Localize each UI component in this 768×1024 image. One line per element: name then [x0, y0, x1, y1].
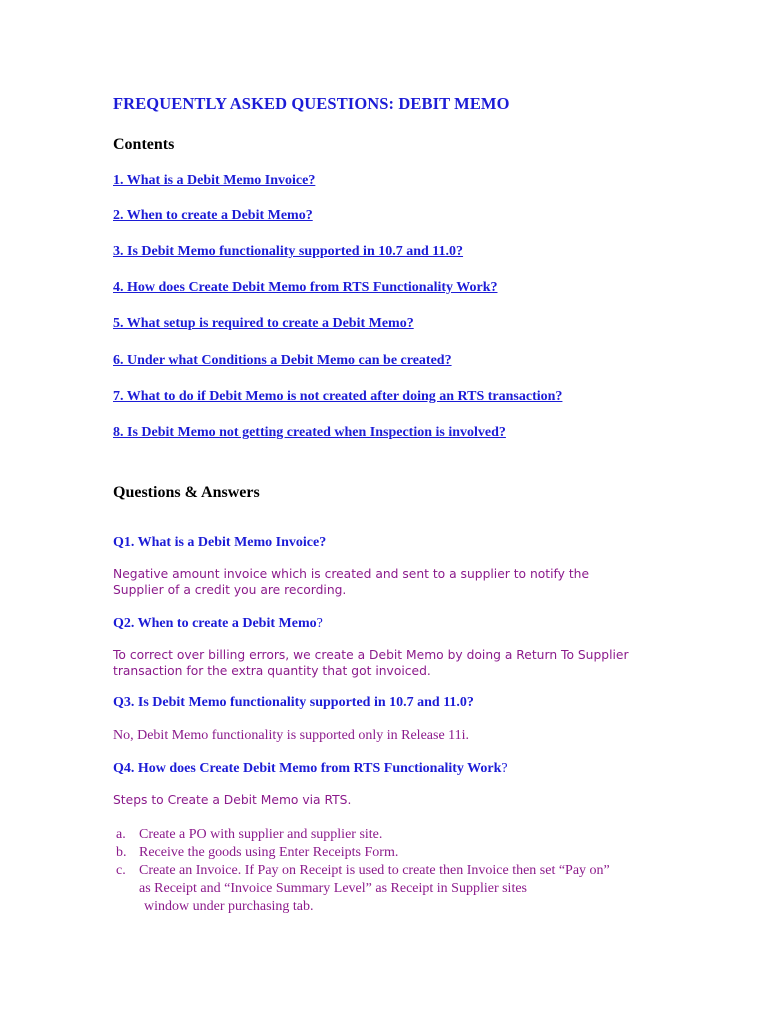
page-title: FREQUENTLY ASKED QUESTIONS: DEBIT MEMO — [113, 94, 510, 113]
toc-link-4[interactable]: 4. How does Create Debit Memo from RTS Functionality Work? — [113, 280, 498, 295]
step-b-marker: b. — [116, 845, 127, 860]
answer-4-intro: Steps to Create a Debit Memo via RTS. — [113, 793, 352, 807]
step-b — [116, 844, 398, 862]
question-4-text: Q4. How does Create Debit Memo from RTS Functionality Work — [113, 761, 502, 776]
answer-3: No, Debit Memo functionality is supported only in Release 11i. — [113, 728, 470, 743]
toc-link-6[interactable]: 6. Under what Conditions a Debit Memo can be created? — [113, 353, 452, 368]
toc-link-1[interactable]: 1. What is a Debit Memo Invoice? — [113, 173, 316, 188]
question-1: Q1. What is a Debit Memo Invoice? — [113, 535, 327, 550]
answer-2-line-1: To correct over billing errors, we create a Debit Memo by doing a Return To Supplier — [113, 648, 629, 662]
answer-1-line-1: Negative amount invoice which is created and sent to a supplier to notify the — [113, 567, 590, 581]
question-3: Q3. Is Debit Memo functionality supported in 10.7 and 11.0? — [113, 695, 474, 710]
step-a — [116, 826, 382, 844]
qa-heading: Questions & Answers — [113, 484, 260, 501]
answer-1-line-2: Supplier of a credit you are recording. — [113, 583, 347, 597]
step-c-continuation-2: window under purchasing tab. — [144, 899, 314, 914]
step-a-marker: a. — [116, 827, 126, 842]
step-c-text: Create an Invoice. If Pay on Receipt is used to create then Invoice then set “Pay on” — [139, 863, 610, 878]
toc-link-7[interactable]: 7. What to do if Debit Memo is not created after doing an RTS transaction? — [113, 389, 563, 404]
answer-2-line-2: transaction for the extra quantity that got invoiced. — [113, 664, 431, 678]
step-c — [116, 862, 610, 880]
step-b-text: Receive the goods using Enter Receipts Form. — [139, 845, 399, 860]
toc-link-3[interactable]: 3. Is Debit Memo functionality supported in 10.7 and 11.0? — [113, 244, 464, 259]
toc-link-5[interactable]: 5. What setup is required to create a Debit Memo? — [113, 316, 414, 331]
question-4 — [113, 761, 508, 777]
question-2-text: Q2. When to create a Debit Memo — [113, 616, 317, 631]
step-c-marker: c. — [116, 863, 126, 878]
contents-heading: Contents — [113, 136, 175, 153]
toc-link-8[interactable]: 8. Is Debit Memo not getting created when Inspection is involved? — [113, 425, 506, 440]
question-2 — [113, 616, 323, 632]
question-2-mark: ? — [316, 616, 323, 631]
step-a-text: Create a PO with supplier and supplier site. — [139, 827, 383, 842]
step-c-continuation-1: as Receipt and “Invoice Summary Level” as Receipt in Supplier sites — [139, 881, 527, 896]
question-4-mark: ? — [501, 761, 508, 776]
toc-link-2[interactable]: 2. When to create a Debit Memo? — [113, 208, 313, 223]
